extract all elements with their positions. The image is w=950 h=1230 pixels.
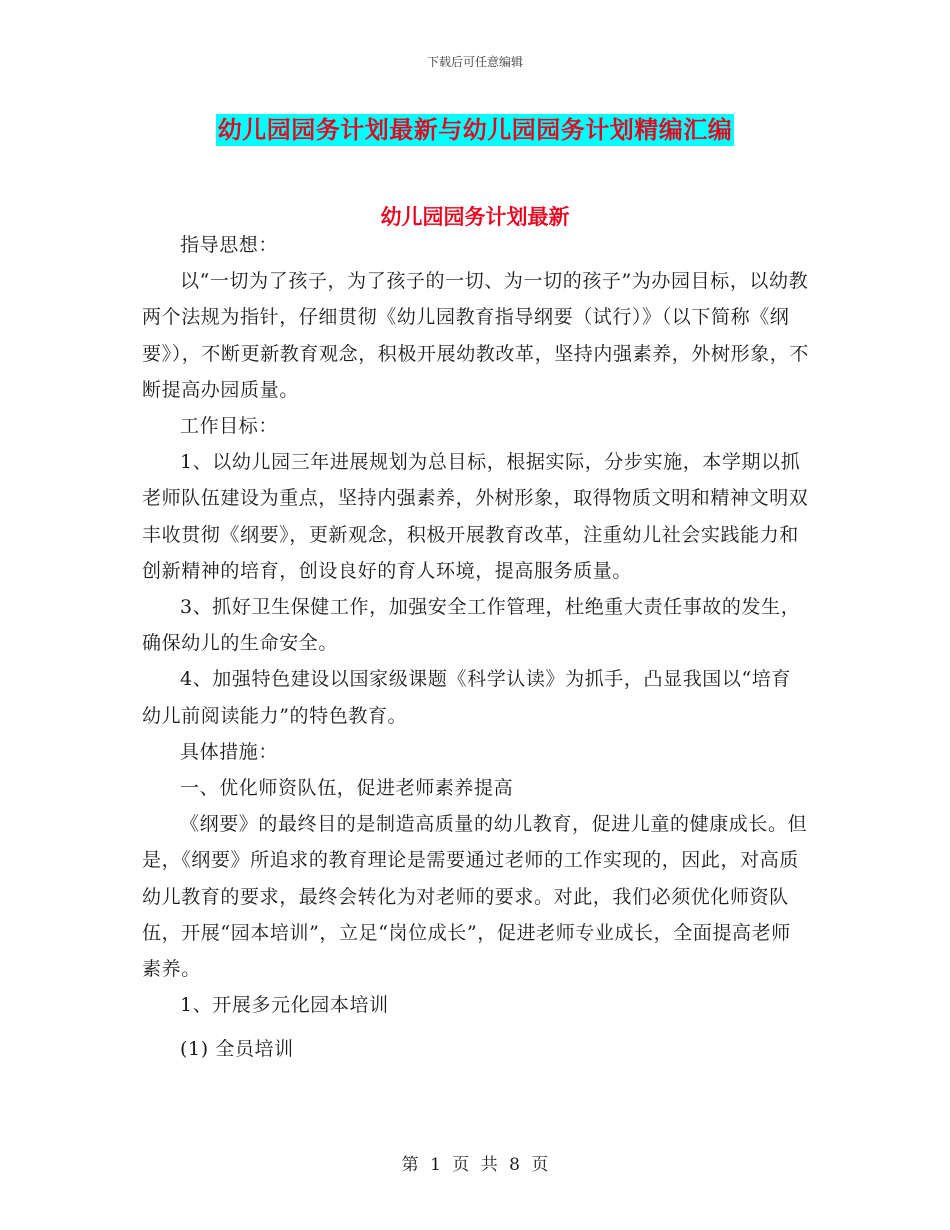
page-header-note: 下载后可任意编辑 — [426, 55, 523, 69]
section-title: 幼儿园园务计划最新 — [380, 204, 570, 229]
page-number: 第 1 页 共 8 页 — [401, 1155, 549, 1175]
paragraph-training-heading: 1、开展多元化园本培训 — [180, 994, 389, 1017]
paragraph-guiding-heading: 指导思想： — [180, 234, 279, 256]
paragraph-measure-1-text: 《纲要》的最终目的是制造高质量的幼儿教育，促进儿童的健康成长。但是，《纲要》所追求的教育理论是需要通过老师的工作实现的，因此，对高质幼儿教育的要求，最终会转化为对老师的要求。对此，我们必须优化师资队伍，开展“园本培训”，立足“岗位成长”，促进老师专业成长，全面提高老师素养。 — [142, 813, 808, 981]
paragraph-measure-1-heading: 一、优化师资队伍，促进老师素养提高 — [180, 777, 514, 800]
paragraph-goal-1: 1、以幼儿园三年进展规划为总目标，根据实际，分步实施，本学期以抓老师队伍建设为重点，坚持内强素养，外树形象，取得物质文明和精神文明双丰收贯彻《纲要》，更新观念，积极开展教育改革，注重幼儿社会实践能力和创新精神的培育，创设良好的育人环境，提高服务质量。 — [142, 451, 809, 582]
paragraph-goal-4: 4、加强特色建设以国家级课题《科学认读》为抓手，凸显我国以“培育幼儿前阅读能力”的特色教育。 — [142, 668, 792, 727]
document-body — [142, 227, 810, 1068]
document-title-text: 幼儿园园务计划最新与幼儿园园务计划精编汇编 — [217, 115, 733, 144]
paragraph-measures-heading: 具体措施： — [180, 740, 279, 763]
paragraph-goal-3: 3、抓好卫生保健工作，加强安全工作管理，杜绝重大责任事故的发生，确保幼儿的生命安全。 — [142, 596, 801, 655]
paragraph-guiding-text: 以“一切为了孩子，为了孩子的一切、为一切的孩子”为办园目标，以幼教两个法规为指针，仔细贯彻《幼儿园教育指导纲要（试行）》（以下简称《纲要》），不断更新教育观念，积极开展幼教改革，坚持内强素养，外树形象，不断提高办园质量。 — [142, 270, 810, 401]
paragraph-goals-heading: 工作目标： — [180, 415, 279, 438]
document-title — [0, 114, 950, 146]
paragraph-training-item-1: (1) 全员培训 — [180, 1038, 294, 1061]
